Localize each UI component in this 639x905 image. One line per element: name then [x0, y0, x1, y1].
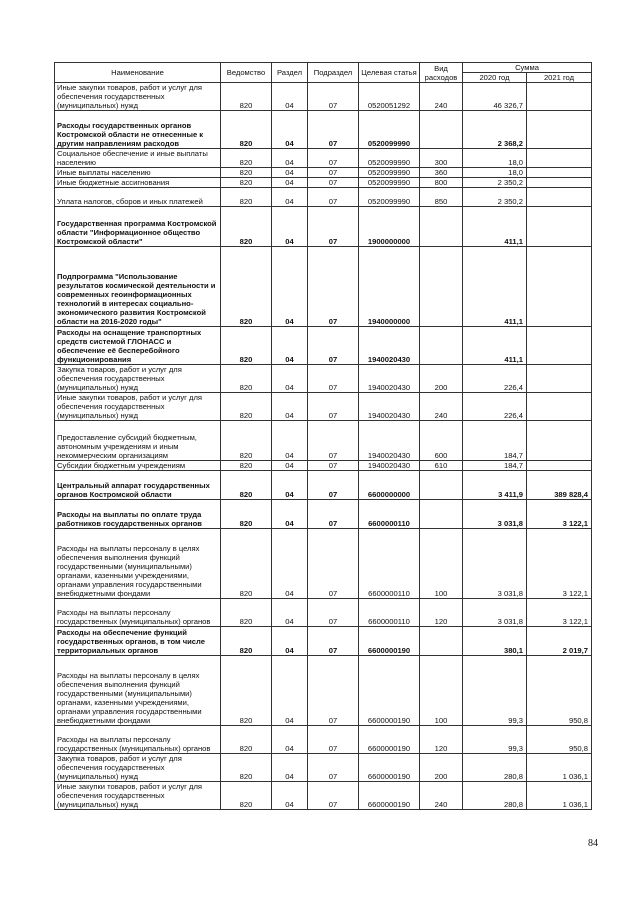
- table-row: [55, 421, 592, 461]
- row-sum-2021: 3 122,1: [527, 599, 592, 627]
- row-razdel: 04: [272, 207, 308, 247]
- row-sum-2021: [527, 188, 592, 207]
- table-row: [55, 247, 592, 327]
- row-vedomstvo: 820: [221, 627, 272, 656]
- row-sum-2021: [527, 111, 592, 149]
- row-razdel: 04: [272, 149, 308, 168]
- row-vedomstvo: 820: [221, 247, 272, 327]
- row-razdel: 04: [272, 83, 308, 111]
- table-row: [55, 627, 592, 656]
- table-row: [55, 471, 592, 500]
- row-sum-2021: [527, 149, 592, 168]
- row-tselevaya-statya: 6600000110: [359, 599, 420, 627]
- row-razdel: 04: [272, 365, 308, 393]
- row-razdel: 04: [272, 782, 308, 810]
- row-vedomstvo: 820: [221, 754, 272, 782]
- header-razdel: Раздел: [272, 63, 308, 83]
- row-podrazdel: 07: [308, 656, 359, 726]
- table-row: [55, 393, 592, 421]
- row-sum-2021: 3 122,1: [527, 529, 592, 599]
- row-vid-raskhodov: [420, 247, 463, 327]
- row-sum-2021: 1 036,1: [527, 754, 592, 782]
- table-row: [55, 188, 592, 207]
- row-tselevaya-statya: 1940000000: [359, 247, 420, 327]
- row-podrazdel: 07: [308, 365, 359, 393]
- row-vid-raskhodov: 360: [420, 168, 463, 178]
- row-sum-2020: 226,4: [463, 393, 527, 421]
- table-header: [55, 63, 592, 83]
- row-podrazdel: 07: [308, 782, 359, 810]
- row-tselevaya-statya: 0520099990: [359, 178, 420, 188]
- row-sum-2021: 3 122,1: [527, 500, 592, 529]
- row-razdel: 04: [272, 393, 308, 421]
- table-row: [55, 168, 592, 178]
- row-sum-2020: 411,1: [463, 327, 527, 365]
- row-tselevaya-statya: 6600000190: [359, 754, 420, 782]
- row-sum-2020: 380,1: [463, 627, 527, 656]
- row-sum-2020: 46 326,7: [463, 83, 527, 111]
- table-row: [55, 726, 592, 754]
- row-sum-2020: 184,7: [463, 421, 527, 461]
- row-podrazdel: 07: [308, 207, 359, 247]
- table-row: [55, 529, 592, 599]
- row-vid-raskhodov: 240: [420, 782, 463, 810]
- table-row: [55, 754, 592, 782]
- row-sum-2020: 3 031,8: [463, 599, 527, 627]
- row-vid-raskhodov: 120: [420, 726, 463, 754]
- row-podrazdel: 07: [308, 421, 359, 461]
- row-podrazdel: 07: [308, 754, 359, 782]
- row-vedomstvo: 820: [221, 461, 272, 471]
- row-tselevaya-statya: 0520099990: [359, 149, 420, 168]
- row-name: Расходы на выплаты по оплате труда работников государственных органов: [55, 500, 221, 529]
- row-name: Иные закупки товаров, работ и услуг для обеспечения государственных (муниципальных) нужд: [55, 782, 221, 810]
- row-tselevaya-statya: 1940020430: [359, 327, 420, 365]
- table-body: [55, 83, 592, 810]
- row-sum-2020: 280,8: [463, 782, 527, 810]
- row-name: Расходы на оснащение транспортных средств системой ГЛОНАСС и обеспечение её бесперебойного функционирования: [55, 327, 221, 365]
- budget-table-sheet: [54, 62, 591, 810]
- row-sum-2021: 950,8: [527, 726, 592, 754]
- row-name: Подпрограмма "Использование результатов космической деятельности и современных геоинформационных технологий в интересах социально-экономического развития Костромской области на 2016-2020 годы": [55, 247, 221, 327]
- row-name: Центральный аппарат государственных органов Костромской области: [55, 471, 221, 500]
- row-sum-2020: 280,8: [463, 754, 527, 782]
- table-row: [55, 207, 592, 247]
- row-razdel: 04: [272, 599, 308, 627]
- row-vid-raskhodov: [420, 627, 463, 656]
- row-vid-raskhodov: 610: [420, 461, 463, 471]
- row-vid-raskhodov: [420, 327, 463, 365]
- table-row: [55, 461, 592, 471]
- row-sum-2021: 1 036,1: [527, 782, 592, 810]
- row-sum-2021: 389 828,4: [527, 471, 592, 500]
- row-name: Социальное обеспечение и иные выплаты населению: [55, 149, 221, 168]
- row-podrazdel: 07: [308, 529, 359, 599]
- row-podrazdel: 07: [308, 726, 359, 754]
- row-tselevaya-statya: 1940020430: [359, 461, 420, 471]
- row-sum-2021: [527, 327, 592, 365]
- row-vedomstvo: 820: [221, 365, 272, 393]
- row-sum-2020: 3 031,8: [463, 500, 527, 529]
- row-name: Расходы на выплаты персоналу в целях обеспечения выполнения функций государственными (муниципальными) органами, казенными учреждениями, органами управления государственными внебюджетными фондами: [55, 529, 221, 599]
- row-razdel: 04: [272, 471, 308, 500]
- row-name: Иные выплаты населению: [55, 168, 221, 178]
- row-vedomstvo: 820: [221, 149, 272, 168]
- row-sum-2020: 226,4: [463, 365, 527, 393]
- row-vid-raskhodov: 300: [420, 149, 463, 168]
- row-vedomstvo: 820: [221, 421, 272, 461]
- row-vid-raskhodov: 100: [420, 529, 463, 599]
- row-podrazdel: 07: [308, 188, 359, 207]
- header-name: Наименование: [55, 63, 221, 83]
- row-vid-raskhodov: 100: [420, 656, 463, 726]
- row-tselevaya-statya: 6600000110: [359, 500, 420, 529]
- table-row: [55, 500, 592, 529]
- table-row: [55, 83, 592, 111]
- row-sum-2020: 184,7: [463, 461, 527, 471]
- table-row: [55, 782, 592, 810]
- row-vedomstvo: 820: [221, 393, 272, 421]
- row-vid-raskhodov: 850: [420, 188, 463, 207]
- row-vedomstvo: 820: [221, 178, 272, 188]
- header-vid-raskhodov: Вид расходов: [420, 63, 463, 83]
- row-razdel: 04: [272, 188, 308, 207]
- row-name: Закупка товаров, работ и услуг для обеспечения государственных (муниципальных) нужд: [55, 365, 221, 393]
- row-name: Расходы государственных органов Костромской области не отнесенные к другим направлениям расходов: [55, 111, 221, 149]
- row-razdel: 04: [272, 461, 308, 471]
- table-row: [55, 599, 592, 627]
- row-vedomstvo: 820: [221, 782, 272, 810]
- row-vid-raskhodov: [420, 471, 463, 500]
- row-name: Расходы на обеспечение функций государственных органов, в том числе территориальных органов: [55, 627, 221, 656]
- row-podrazdel: 07: [308, 168, 359, 178]
- row-podrazdel: 07: [308, 149, 359, 168]
- row-sum-2020: 411,1: [463, 247, 527, 327]
- row-sum-2021: 950,8: [527, 656, 592, 726]
- table-row: [55, 111, 592, 149]
- row-sum-2020: 99,3: [463, 656, 527, 726]
- row-vedomstvo: 820: [221, 188, 272, 207]
- row-podrazdel: 07: [308, 500, 359, 529]
- row-razdel: 04: [272, 178, 308, 188]
- row-sum-2020: 2 368,2: [463, 111, 527, 149]
- row-razdel: 04: [272, 111, 308, 149]
- row-name: Расходы на выплаты персоналу государственных (муниципальных) органов: [55, 726, 221, 754]
- page-number: 84: [588, 838, 598, 849]
- row-sum-2020: 3 411,9: [463, 471, 527, 500]
- table-row: [55, 178, 592, 188]
- table-row: [55, 365, 592, 393]
- row-name: Уплата налогов, сборов и иных платежей: [55, 188, 221, 207]
- row-sum-2021: [527, 83, 592, 111]
- row-sum-2020: 411,1: [463, 207, 527, 247]
- row-tselevaya-statya: 6600000190: [359, 726, 420, 754]
- row-vid-raskhodov: 240: [420, 393, 463, 421]
- header-year-2021: 2021 год: [527, 73, 592, 83]
- row-sum-2020: 18,0: [463, 149, 527, 168]
- row-name: Предоставление субсидий бюджетным, автономным учреждениям и иным некоммерческим организациям: [55, 421, 221, 461]
- row-sum-2020: 99,3: [463, 726, 527, 754]
- row-tselevaya-statya: 6600000190: [359, 656, 420, 726]
- row-sum-2021: [527, 178, 592, 188]
- row-podrazdel: 07: [308, 461, 359, 471]
- row-tselevaya-statya: 1940020430: [359, 393, 420, 421]
- row-vid-raskhodov: 200: [420, 754, 463, 782]
- row-vid-raskhodov: 200: [420, 365, 463, 393]
- row-podrazdel: 07: [308, 471, 359, 500]
- row-tselevaya-statya: 0520099990: [359, 168, 420, 178]
- row-vid-raskhodov: 120: [420, 599, 463, 627]
- row-vedomstvo: 820: [221, 207, 272, 247]
- row-vedomstvo: 820: [221, 726, 272, 754]
- row-name: Расходы на выплаты персоналу в целях обеспечения выполнения функций государственными (муниципальными) органами, казенными учреждениями, органами управления государственными внебюджетными фондами: [55, 656, 221, 726]
- row-vedomstvo: 820: [221, 111, 272, 149]
- row-tselevaya-statya: 0520099990: [359, 111, 420, 149]
- row-razdel: 04: [272, 726, 308, 754]
- row-name: Государственная программа Костромской области "Информационное общество Костромской области": [55, 207, 221, 247]
- row-podrazdel: 07: [308, 247, 359, 327]
- budget-table: [54, 62, 592, 810]
- row-sum-2020: 3 031,8: [463, 529, 527, 599]
- row-tselevaya-statya: 6600000190: [359, 782, 420, 810]
- row-razdel: 04: [272, 168, 308, 178]
- row-tselevaya-statya: 1900000000: [359, 207, 420, 247]
- row-vedomstvo: 820: [221, 327, 272, 365]
- row-tselevaya-statya: 6600000190: [359, 627, 420, 656]
- row-vid-raskhodov: 800: [420, 178, 463, 188]
- row-vedomstvo: 820: [221, 83, 272, 111]
- row-vid-raskhodov: 600: [420, 421, 463, 461]
- row-podrazdel: 07: [308, 111, 359, 149]
- table-row: [55, 327, 592, 365]
- row-tselevaya-statya: 0520099990: [359, 188, 420, 207]
- row-tselevaya-statya: 6600000000: [359, 471, 420, 500]
- header-summa: Сумма: [463, 63, 592, 73]
- header-vedomstvo: Ведомство: [221, 63, 272, 83]
- row-podrazdel: 07: [308, 83, 359, 111]
- row-sum-2021: [527, 461, 592, 471]
- row-razdel: 04: [272, 421, 308, 461]
- table-row: [55, 149, 592, 168]
- row-podrazdel: 07: [308, 327, 359, 365]
- row-name: Иные закупки товаров, работ и услуг для обеспечения государственных (муниципальных) нужд: [55, 83, 221, 111]
- header-tselevaya-statya: Целевая статья: [359, 63, 420, 83]
- row-vedomstvo: 820: [221, 500, 272, 529]
- row-podrazdel: 07: [308, 393, 359, 421]
- row-tselevaya-statya: 0520051292: [359, 83, 420, 111]
- row-sum-2021: [527, 393, 592, 421]
- row-razdel: 04: [272, 327, 308, 365]
- row-vid-raskhodov: [420, 500, 463, 529]
- row-razdel: 04: [272, 754, 308, 782]
- table-row: [55, 656, 592, 726]
- row-vedomstvo: 820: [221, 529, 272, 599]
- row-podrazdel: 07: [308, 178, 359, 188]
- row-sum-2021: [527, 207, 592, 247]
- row-sum-2021: [527, 168, 592, 178]
- row-razdel: 04: [272, 529, 308, 599]
- row-sum-2021: [527, 365, 592, 393]
- row-name: Субсидии бюджетным учреждениям: [55, 461, 221, 471]
- row-vedomstvo: 820: [221, 168, 272, 178]
- row-name: Иные закупки товаров, работ и услуг для обеспечения государственных (муниципальных) нужд: [55, 393, 221, 421]
- row-vid-raskhodov: [420, 111, 463, 149]
- header-year-2020: 2020 год: [463, 73, 527, 83]
- row-vedomstvo: 820: [221, 656, 272, 726]
- row-name: Закупка товаров, работ и услуг для обеспечения государственных (муниципальных) нужд: [55, 754, 221, 782]
- row-sum-2021: 2 019,7: [527, 627, 592, 656]
- row-vid-raskhodov: [420, 207, 463, 247]
- row-razdel: 04: [272, 247, 308, 327]
- row-podrazdel: 07: [308, 627, 359, 656]
- row-tselevaya-statya: 1940020430: [359, 421, 420, 461]
- row-tselevaya-statya: 1940020430: [359, 365, 420, 393]
- row-sum-2020: 2 350,2: [463, 188, 527, 207]
- row-sum-2021: [527, 421, 592, 461]
- row-razdel: 04: [272, 500, 308, 529]
- row-tselevaya-statya: 6600000110: [359, 529, 420, 599]
- row-razdel: 04: [272, 627, 308, 656]
- row-sum-2020: 2 350,2: [463, 178, 527, 188]
- row-vid-raskhodov: 240: [420, 83, 463, 111]
- row-vedomstvo: 820: [221, 471, 272, 500]
- row-name: Иные бюджетные ассигнования: [55, 178, 221, 188]
- row-podrazdel: 07: [308, 599, 359, 627]
- row-name: Расходы на выплаты персоналу государственных (муниципальных) органов: [55, 599, 221, 627]
- row-sum-2020: 18,0: [463, 168, 527, 178]
- row-sum-2021: [527, 247, 592, 327]
- row-vedomstvo: 820: [221, 599, 272, 627]
- header-podrazdel: Подраздел: [308, 63, 359, 83]
- row-razdel: 04: [272, 656, 308, 726]
